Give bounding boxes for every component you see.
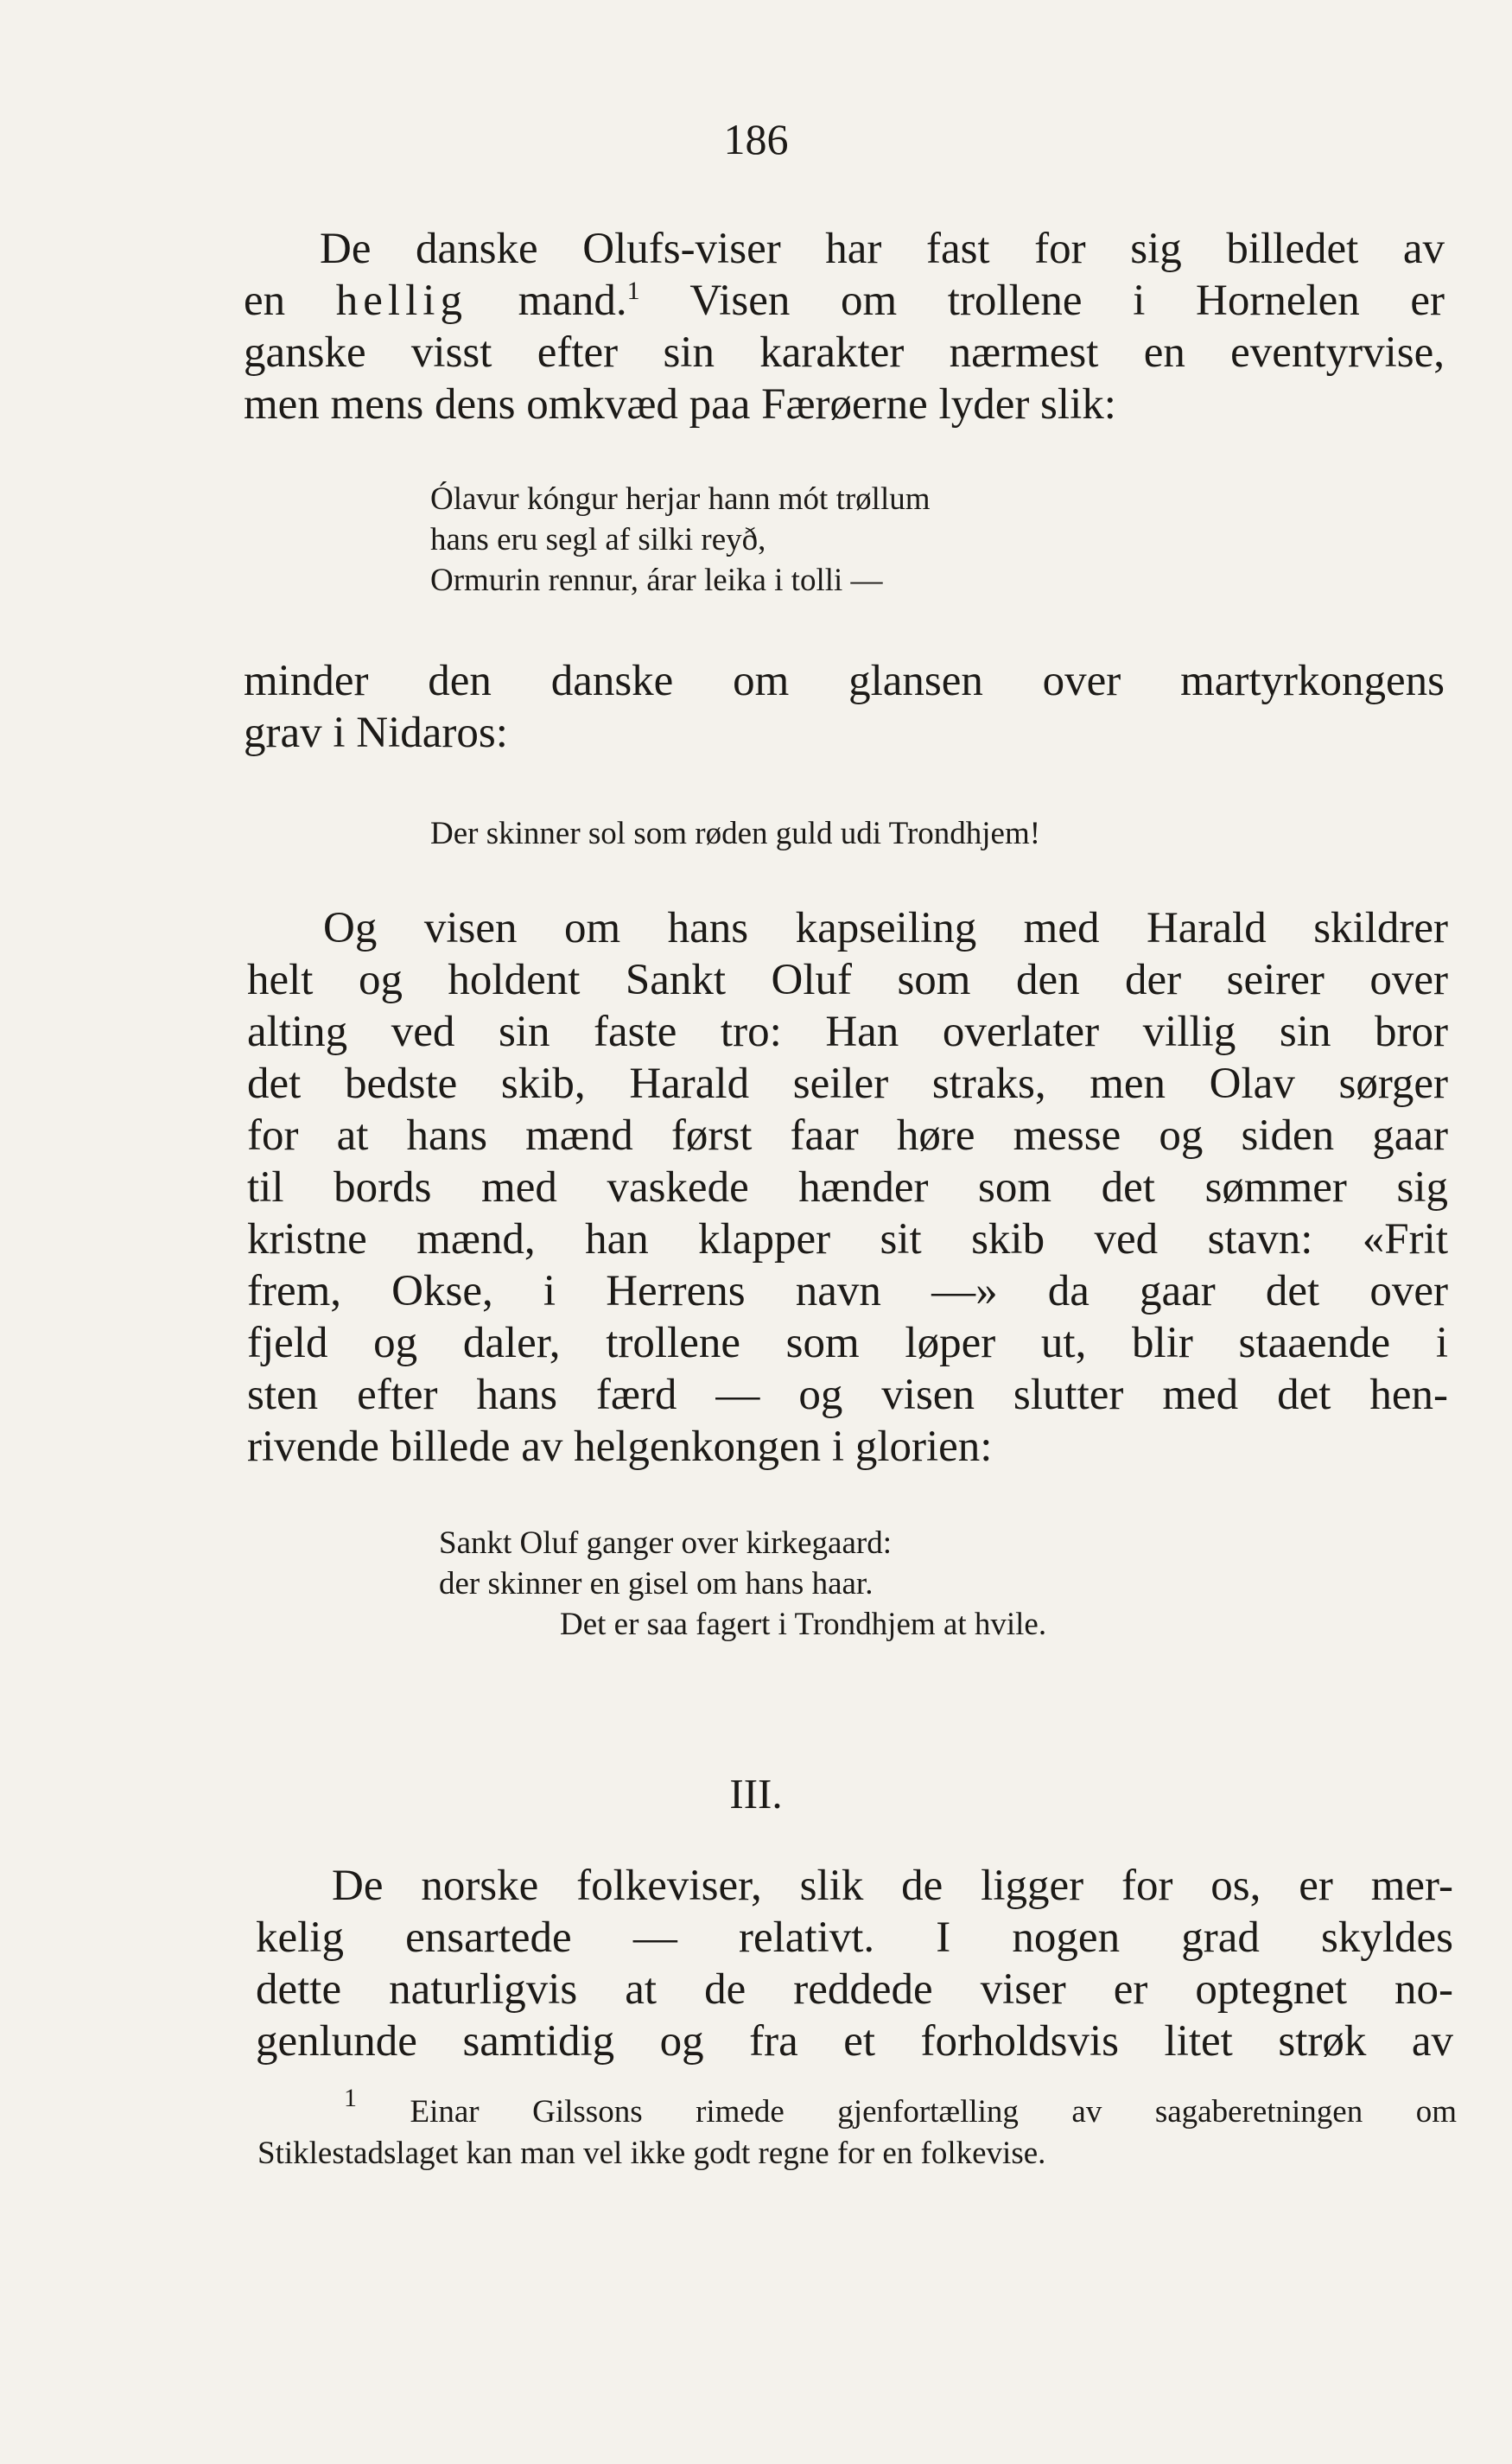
verse-line: Ormurin rennur, árar leika i tolli — <box>430 563 883 598</box>
text-line: frem, Okse, i Herrens navn —» da gaar det over <box>247 1267 1448 1315</box>
verse-line: Det er saa fagert i Trondhjem at hvile. <box>560 1607 1047 1642</box>
footnote <box>257 2084 1457 2174</box>
text-line: minder den danske om glansen over martyrkongens <box>244 657 1445 705</box>
text-line: men mens dens omkvæd paa Færøerne lyder slik: <box>244 380 1116 429</box>
paragraph-olufs-viser <box>244 223 1445 430</box>
text-line: til bords med vaskede hænder som det sømmer sig <box>247 1163 1448 1212</box>
footnote-marker: 1 <box>344 2084 357 2112</box>
text-line: det bedste skib, Harald seiler straks, men Olav sørger <box>247 1060 1448 1108</box>
text-line: genlunde samtidig og fra et forholdsvis litet strøk av <box>256 2017 1453 2066</box>
text-line: grav i Nidaros: <box>244 709 508 757</box>
text-line: kristne mænd, han klapper sit skib ved stavn: «Frit <box>247 1215 1448 1264</box>
verse-trondhjem <box>430 813 1040 854</box>
text-line: dette naturligvis at de reddede viser er optegnet no- <box>256 1965 1453 2014</box>
text-line: sten efter hans færd — og visen slutter med det hen- <box>247 1371 1448 1419</box>
text-line: kelig ensartede — relativt. I nogen grad skyldes <box>256 1913 1453 1962</box>
text-line: helt og holdent Sankt Oluf som den der seirer over <box>247 956 1448 1004</box>
paragraph-norske-folkeviser <box>256 1860 1453 2067</box>
verse-sankt-oluf <box>439 1523 1046 1645</box>
verse-faroese-refrain <box>430 479 931 601</box>
text-line: alting ved sin faste tro: Han overlater villig sin bror <box>247 1008 1448 1056</box>
emphasized-word: hellig <box>335 277 467 325</box>
verse-line: Ólavur kóngur herjar hann mót trøllum <box>430 481 931 517</box>
paragraph-martyrkongens-grav <box>244 655 1445 759</box>
text-line: for at hans mænd først faar høre messe og siden gaar <box>247 1111 1448 1160</box>
footnote-reference: 1 <box>626 277 640 305</box>
paragraph-kapseiling <box>247 902 1448 1473</box>
verse-line: hans eru segl af silki reyð, <box>430 522 766 557</box>
page-number: 186 <box>723 115 789 163</box>
text-line: De norske folkeviser, slik de ligger for os, er mer- <box>332 1862 1453 1910</box>
footnote-line: Stiklestadslaget kan man vel ikke godt regne for en folkevise. <box>257 2136 1046 2171</box>
verse-line: Sankt Oluf ganger over kirkegaard: <box>439 1525 892 1561</box>
text-line: en hellig mand.$^1$ Visen om trollene i Hornelen er <box>244 277 1445 325</box>
text-line: ganske visst efter sin karakter nærmest en eventyrvise, <box>244 328 1445 377</box>
verse-line: Der skinner sol som røden guld udi Trondhjem! <box>430 816 1041 851</box>
text-line: Og visen om hans kapseiling med Harald skildrer <box>323 904 1448 952</box>
verse-line: der skinner en gisel om hans haar. <box>439 1566 874 1601</box>
text-line: fjeld og daler, trollene som løper ut, blir staaende i <box>247 1319 1448 1367</box>
section-heading: III. <box>729 1770 783 1818</box>
text-line: De danske Olufs-viser har fast for sig billedet av <box>320 225 1445 273</box>
text-line: rivende billede av helgenkongen i glorien: <box>247 1423 993 1471</box>
footnote-line: $^1$ Einar Gilssons rimede gjenfortælling av sagaberetningen om <box>344 2084 1457 2130</box>
